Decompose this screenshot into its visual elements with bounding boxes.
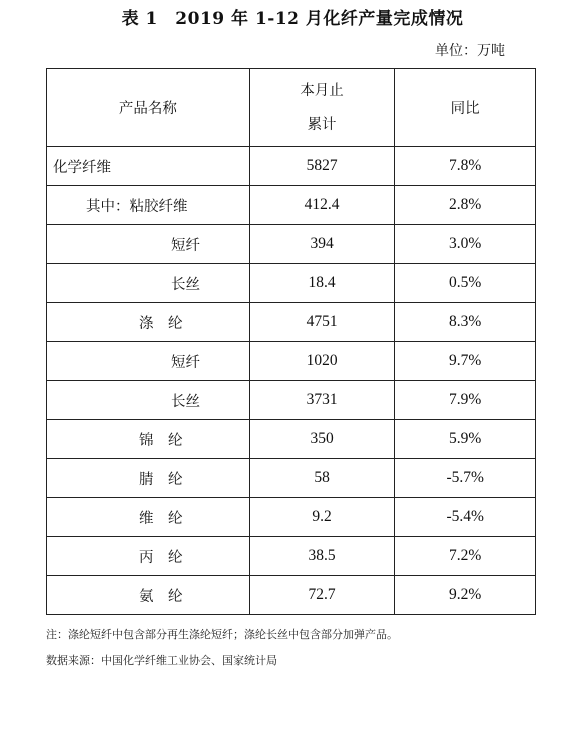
row-value: 394 — [249, 225, 395, 264]
table-row — [47, 576, 536, 615]
row-yoy: 9.7% — [395, 342, 536, 381]
row-yoy: 7.2% — [395, 537, 536, 576]
table-row — [47, 147, 536, 186]
row-yoy: 3.0% — [395, 225, 536, 264]
row-yoy: 0.5% — [395, 264, 536, 303]
row-value: 18.4 — [249, 264, 395, 303]
row-value: 1020 — [249, 342, 395, 381]
row-value: 412.4 — [249, 186, 395, 225]
row-name: 短纤 — [47, 225, 250, 264]
production-table — [46, 68, 536, 615]
table-row — [47, 264, 536, 303]
row-yoy: -5.7% — [395, 459, 536, 498]
table-row — [47, 459, 536, 498]
row-name: 丙 纶 — [47, 537, 250, 576]
row-name: 其中：粘胶纤维 — [47, 186, 250, 225]
row-value: 9.2 — [249, 498, 395, 537]
row-yoy: 7.9% — [395, 381, 536, 420]
row-yoy: 5.9% — [395, 420, 536, 459]
row-yoy: -5.4% — [395, 498, 536, 537]
row-value: 38.5 — [249, 537, 395, 576]
table-row — [47, 303, 536, 342]
header-accumulated-line2: 累计 — [307, 116, 337, 133]
table-row — [47, 381, 536, 420]
data-source: 数据来源：中国化学纤维工业协会、国家统计局 — [46, 654, 277, 667]
row-name: 短纤 — [47, 342, 250, 381]
row-name: 腈 纶 — [47, 459, 250, 498]
table-row — [47, 537, 536, 576]
header-yoy: 同比 — [395, 69, 536, 147]
row-name: 维 纶 — [47, 498, 250, 537]
row-value: 58 — [249, 459, 395, 498]
row-value: 4751 — [249, 303, 395, 342]
row-name: 长丝 — [47, 264, 250, 303]
unit-label: 单位：万吨 — [435, 43, 505, 59]
row-yoy: 9.2% — [395, 576, 536, 615]
table-title: 表 1 2019 年 1-12 月化纤产量完成情况 — [121, 9, 464, 29]
row-name: 化学纤维 — [47, 147, 250, 186]
row-value: 350 — [249, 420, 395, 459]
row-value: 3731 — [249, 381, 395, 420]
table-row — [47, 342, 536, 381]
table-header-row — [47, 69, 536, 147]
row-yoy: 2.8% — [395, 186, 536, 225]
table-row — [47, 498, 536, 537]
header-product-name: 产品名称 — [47, 69, 250, 147]
row-name: 锦 纶 — [47, 420, 250, 459]
header-accumulated — [249, 69, 395, 147]
row-name: 氨 纶 — [47, 576, 250, 615]
table-row — [47, 420, 536, 459]
table-row — [47, 225, 536, 264]
row-name: 长丝 — [47, 381, 250, 420]
table-note: 注：涤纶短纤中包含部分再生涤纶短纤；涤纶长丝中包含部分加弹产品。 — [46, 628, 398, 641]
row-yoy: 8.3% — [395, 303, 536, 342]
row-value: 5827 — [249, 147, 395, 186]
table-row — [47, 186, 536, 225]
header-accumulated-line1: 本月止 — [300, 82, 344, 99]
row-yoy: 7.8% — [395, 147, 536, 186]
row-name: 涤 纶 — [47, 303, 250, 342]
row-value: 72.7 — [249, 576, 395, 615]
